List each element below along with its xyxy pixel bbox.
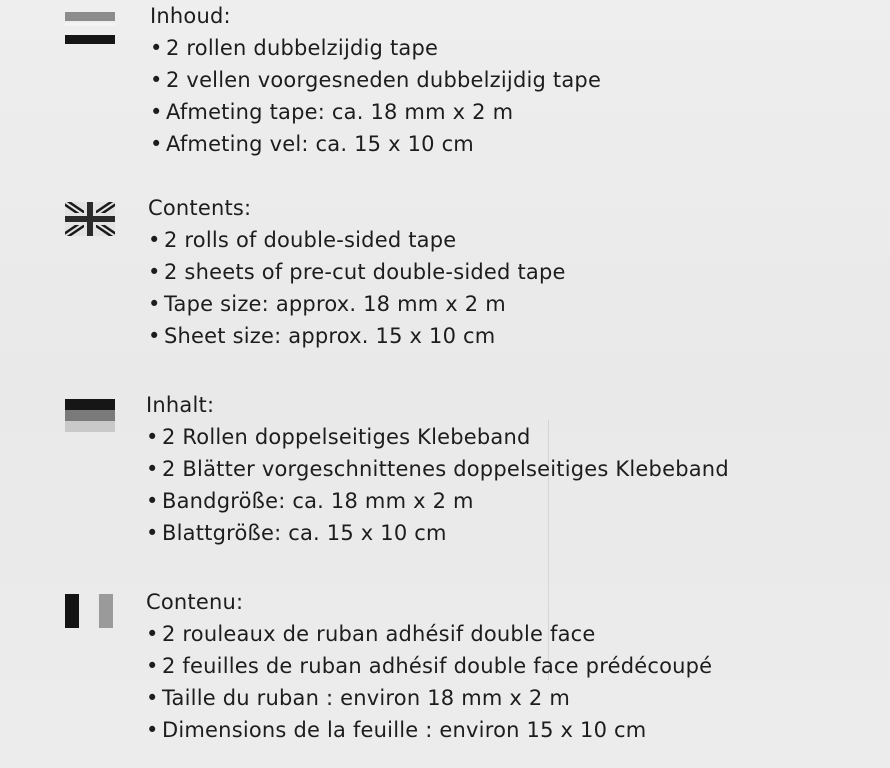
list-item-text: Afmeting tape: ca. 18 mm x 2 m (166, 100, 514, 124)
section-heading: Contenu: (146, 590, 244, 614)
list-item-text: Afmeting vel: ca. 15 x 10 cm (166, 132, 474, 156)
section-dutch (60, 0, 860, 160)
list-item (148, 224, 566, 256)
list-item-text: Bandgröße: ca. 18 mm x 2 m (162, 489, 474, 513)
list-item-text: 2 Rollen doppelseitiges Klebeband (162, 425, 531, 449)
bullet: • (146, 622, 159, 646)
section-french (60, 586, 860, 746)
bullet: • (146, 457, 159, 481)
list-item (150, 64, 601, 96)
list-item (146, 421, 729, 453)
list-item (146, 618, 712, 650)
france-flag-icon (65, 594, 121, 630)
netherlands-flag-icon (65, 10, 121, 46)
list-item-text: 2 rolls of double-sided tape (164, 228, 457, 252)
list-item (148, 288, 566, 320)
bullet: • (146, 521, 159, 545)
list-item-text: Taille du ruban : environ 18 mm x 2 m (162, 686, 570, 710)
list-item-text: Dimensions de la feuille : environ 15 x 10 cm (162, 718, 647, 742)
list-item-text: 2 feuilles de ruban adhésif double face prédécoupé (162, 654, 713, 678)
list-item-text: Sheet size: approx. 15 x 10 cm (164, 324, 496, 348)
list-item-text: 2 Blätter vorgeschnittenes doppelseitiges Klebeband (162, 457, 729, 481)
bullet: • (148, 260, 161, 284)
list-item-text: Blattgröße: ca. 15 x 10 cm (162, 521, 447, 545)
list-item (148, 256, 566, 288)
list-item (150, 96, 601, 128)
list-item (150, 128, 601, 160)
list-item (146, 453, 729, 485)
bullet: • (146, 654, 159, 678)
list-item (146, 650, 712, 682)
list-item (148, 320, 566, 352)
list-item-text: 2 vellen voorgesneden dubbelzijdig tape (166, 68, 602, 92)
bullet: • (148, 292, 161, 316)
list-item (146, 682, 712, 714)
list-item (146, 485, 729, 517)
bullet: • (150, 36, 163, 60)
uk-flag-icon (65, 202, 121, 238)
bullet: • (146, 686, 159, 710)
list-item (146, 714, 712, 746)
list-item-text: 2 sheets of pre-cut double-sided tape (164, 260, 566, 284)
section-heading: Inhoud: (150, 4, 231, 28)
bullet: • (150, 132, 163, 156)
section-heading: Contents: (148, 196, 252, 220)
section-german (60, 389, 860, 549)
bullet: • (148, 228, 161, 252)
bullet: • (146, 489, 159, 513)
list-item-text: Tape size: approx. 18 mm x 2 m (164, 292, 506, 316)
germany-flag-icon (65, 397, 121, 433)
section-english (60, 192, 860, 352)
bullet: • (150, 68, 163, 92)
bullet: • (148, 324, 161, 348)
bullet: • (146, 718, 159, 742)
list-item (150, 32, 601, 64)
list-item-text: 2 rollen dubbelzijdig tape (166, 36, 439, 60)
bullet: • (150, 100, 163, 124)
list-item (146, 517, 729, 549)
list-item-text: 2 rouleaux de ruban adhésif double face (162, 622, 596, 646)
bullet: • (146, 425, 159, 449)
section-heading: Inhalt: (146, 393, 215, 417)
